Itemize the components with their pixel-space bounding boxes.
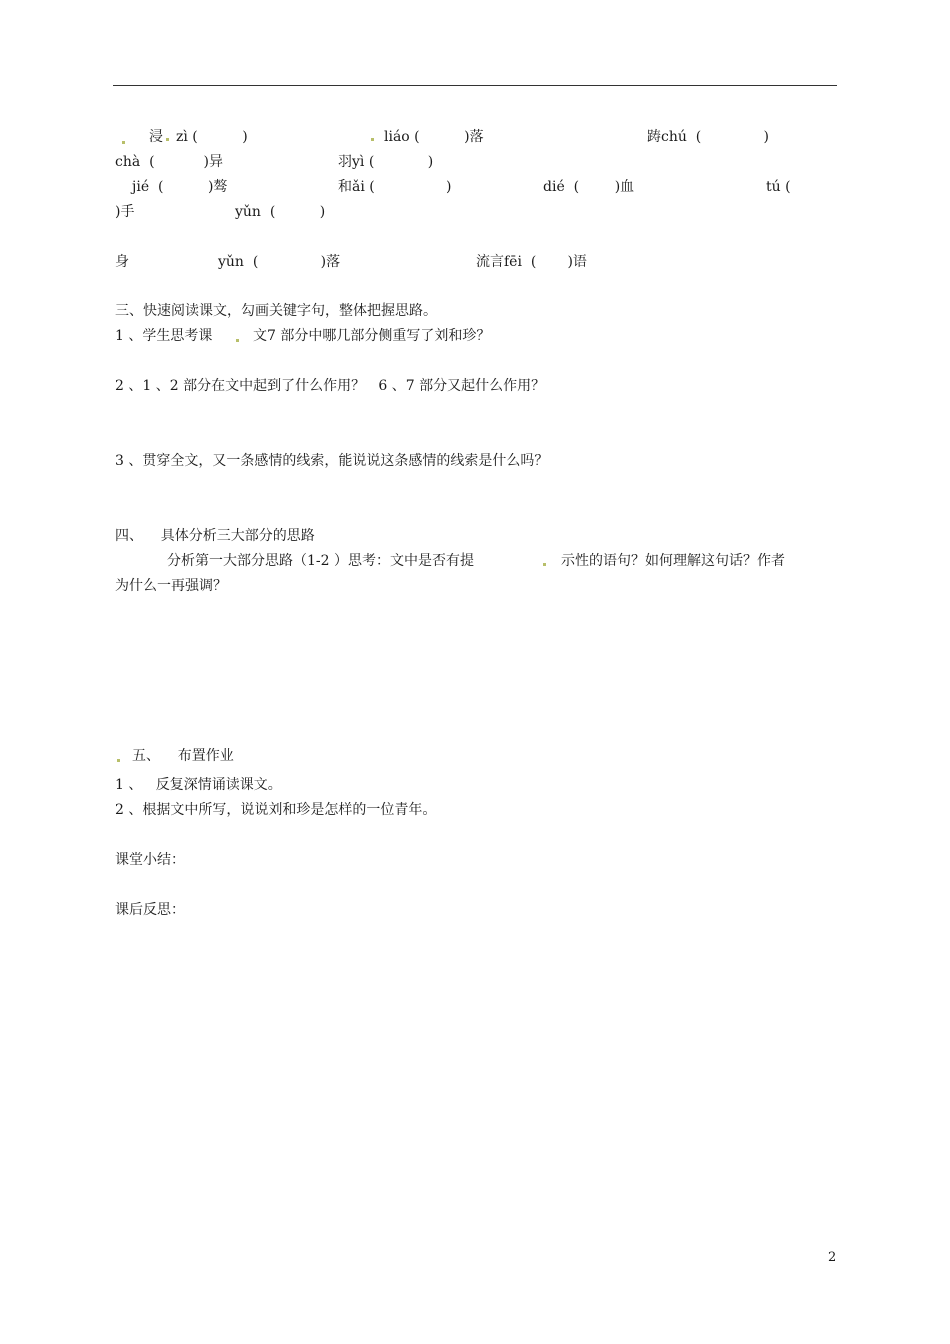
section4-heading: 四、 具体分析三大部分的思路 bbox=[115, 528, 315, 544]
pinyin-r1-a: 浸 bbox=[149, 129, 163, 145]
section3-heading: 三、快速阅读课文，勾画关键字句，整体把握思路。 bbox=[115, 303, 437, 319]
pinyin-r3-a: jié ( )骜 bbox=[132, 179, 228, 195]
section3-q2: 2 、1 、2 部分在文中起到了什么作用？ 6 、7 部分又起什么作用？ bbox=[115, 378, 546, 394]
mark-dot bbox=[122, 141, 125, 144]
pinyin-r5-a: 身 bbox=[115, 254, 129, 270]
section3-q1-cont: 文7 部分中哪几部分侧重写了刘和珍？ bbox=[253, 328, 491, 344]
page-number: 2 bbox=[828, 1250, 837, 1265]
pinyin-r4-a: )手 bbox=[115, 204, 135, 220]
pinyin-r4-b: yǔn ( ) bbox=[235, 204, 326, 220]
section4-paragraph-cont: 示性的语句？如何理解这句话？作者 bbox=[561, 553, 785, 569]
pinyin-r3-b: 和ǎi ( ) bbox=[338, 179, 452, 195]
mark-dot bbox=[236, 339, 239, 342]
pinyin-r1-b: zì ( ) bbox=[176, 129, 248, 145]
header-rule bbox=[113, 85, 837, 86]
section5-item-1: 1 、 反复深情诵读课文。 bbox=[115, 777, 282, 793]
section4-paragraph: 分析第一大部分思路（1-2 ）思考：文中是否有提 bbox=[167, 553, 474, 569]
mark-dot bbox=[543, 563, 546, 566]
pinyin-r2-b: 羽yì ( ) bbox=[338, 154, 434, 170]
pinyin-r2-a: chà ( )异 bbox=[115, 154, 223, 170]
pinyin-r3-d: tú ( bbox=[766, 179, 791, 195]
section3-q3: 3 、贯穿全文，又一条感情的线索，能说说这条感情的线索是什么吗？ bbox=[115, 453, 549, 469]
class-summary-label: 课堂小结： bbox=[115, 852, 185, 868]
pinyin-r3-c: dié ( )血 bbox=[543, 179, 635, 195]
section5-item-2: 2 、根据文中所写，说说刘和珍是怎样的一位青年。 bbox=[115, 802, 437, 818]
pinyin-r5-c: 流言fēi ( )语 bbox=[476, 254, 587, 270]
pinyin-r5-b: yǔn ( )落 bbox=[218, 254, 341, 270]
pinyin-r1-c: liáo ( )落 bbox=[384, 129, 484, 145]
mark-dot bbox=[166, 138, 169, 141]
reflection-label: 课后反思： bbox=[115, 902, 185, 918]
section4-paragraph-line2: 为什么一再强调？ bbox=[115, 578, 227, 594]
section5-heading: 五、 布置作业 bbox=[132, 748, 234, 764]
pinyin-r1-d: 踌chú ( ) bbox=[647, 129, 770, 145]
mark-dot bbox=[117, 759, 120, 762]
section3-q1: 1 、学生思考课 bbox=[115, 328, 213, 344]
mark-dot bbox=[371, 138, 374, 141]
